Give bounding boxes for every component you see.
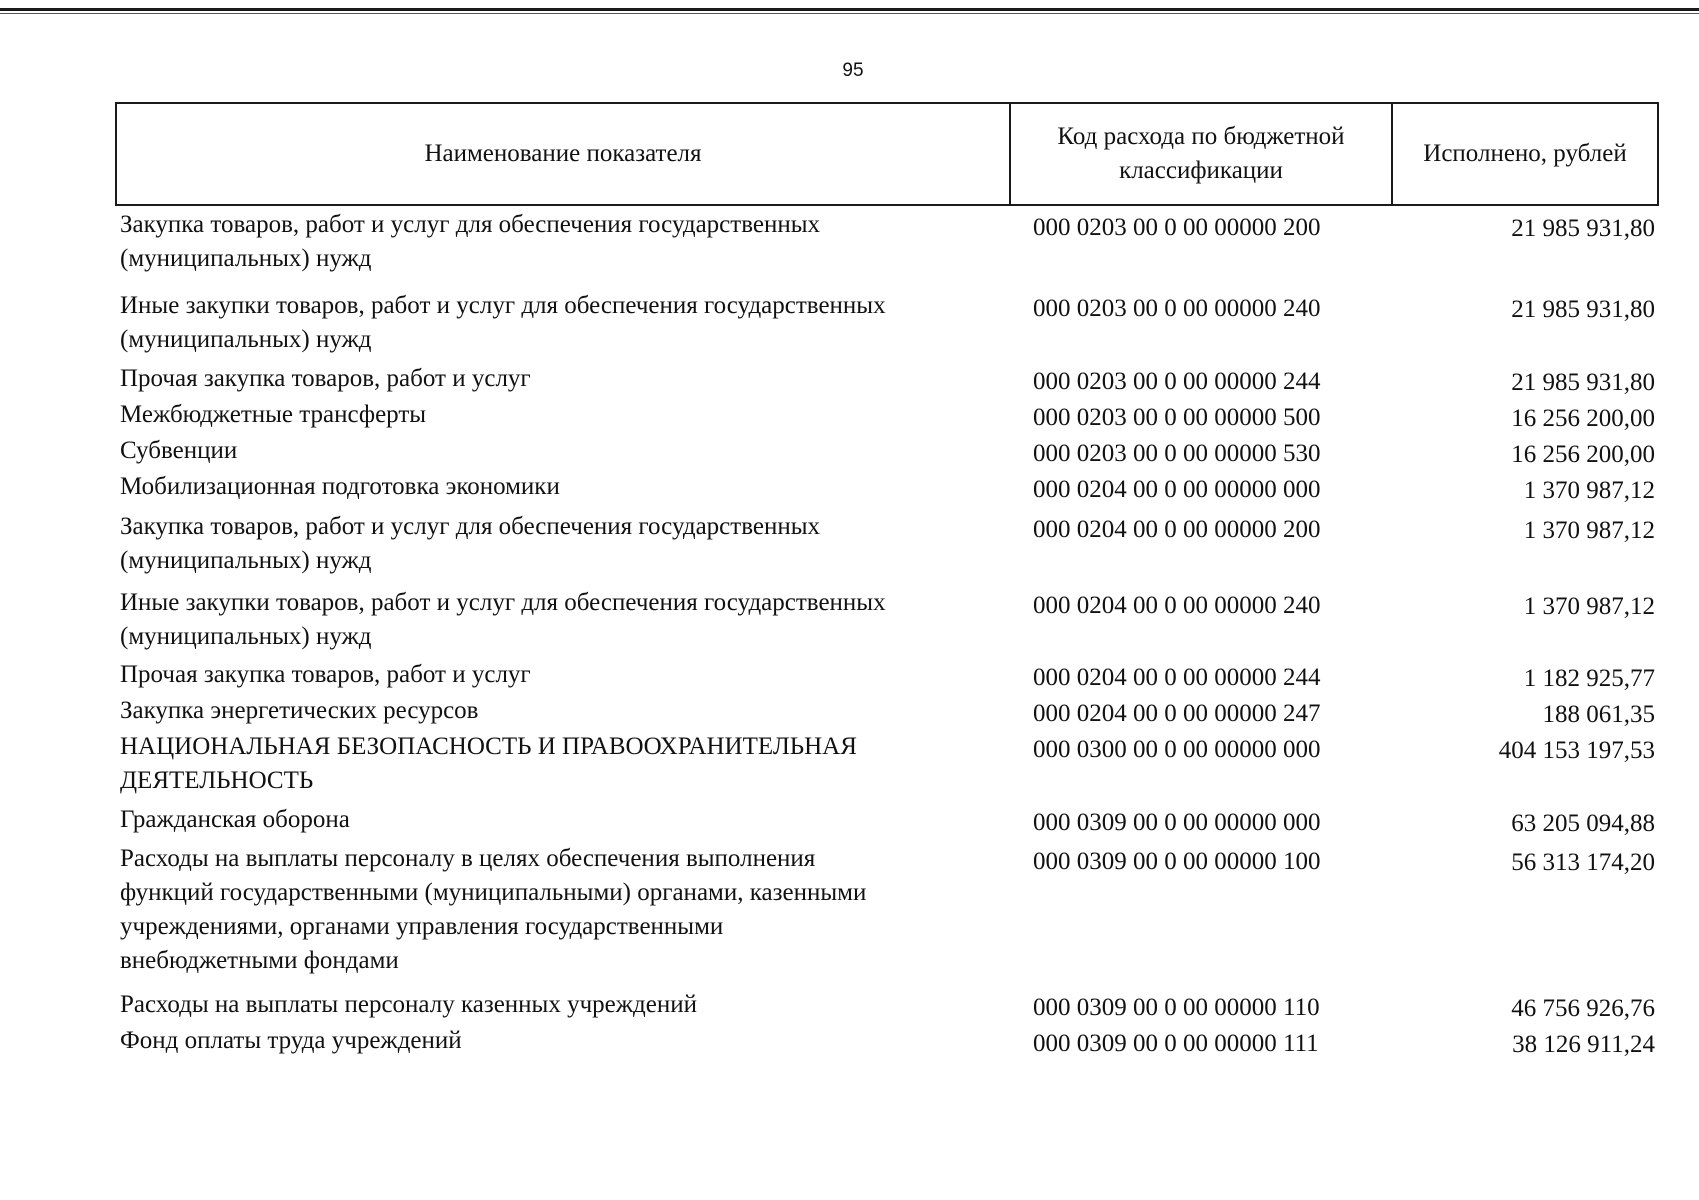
row-amount: 16 256 200,00 <box>1511 405 1655 432</box>
row-name: НАЦИОНАЛЬНАЯ БЕЗОПАСНОСТЬ И ПРАВООХРАНИТЕЛЬНАЯ ДЕЯТЕЛЬНОСТЬ <box>120 733 857 794</box>
row-name: Закупка товаров, работ и услуг для обеспечения государственных (муниципальных) нужд <box>120 211 821 272</box>
row-code: 000 0204 00 0 00 00000 244 <box>1033 664 1321 691</box>
row-code: 000 0203 00 0 00 00000 200 <box>1033 214 1321 241</box>
row-name: Расходы на выплаты персоналу в целях обеспечения выполнения функций государственными (муниципальными) органами, казенными учреждениями, органами управления государственными внебюджетными фондами <box>120 845 867 974</box>
row-code: 000 0203 00 0 00 00000 530 <box>1033 440 1321 467</box>
row-amount: 21 985 931,80 <box>1511 296 1655 323</box>
row-name: Расходы на выплаты персоналу казенных учреждений <box>120 991 697 1018</box>
header-amount: Исполнено, рублей <box>1391 104 1657 204</box>
row-amount: 21 985 931,80 <box>1511 215 1655 242</box>
header-code: Код расхода по бюджетной классификации <box>1009 104 1391 204</box>
row-name: Гражданская оборона <box>120 806 350 833</box>
row-code: 000 0203 00 0 00 00000 240 <box>1033 295 1321 322</box>
row-code: 000 0309 00 0 00 00000 111 <box>1033 1030 1319 1057</box>
row-amount: 21 985 931,80 <box>1511 369 1655 396</box>
row-name: Мобилизационная подготовка экономики <box>120 473 560 500</box>
row-amount: 16 256 200,00 <box>1511 441 1655 468</box>
row-amount: 1 370 987,12 <box>1523 517 1655 544</box>
table-header <box>115 102 1659 206</box>
row-code: 000 0204 00 0 00 00000 200 <box>1033 516 1321 543</box>
row-code: 000 0309 00 0 00 00000 100 <box>1033 848 1321 875</box>
row-code: 000 0204 00 0 00 00000 240 <box>1033 592 1321 619</box>
row-amount: 188 061,35 <box>1542 701 1655 728</box>
row-amount: 38 126 911,24 <box>1512 1031 1655 1058</box>
row-code: 000 0309 00 0 00 00000 110 <box>1033 994 1320 1021</box>
row-name: Иные закупки товаров, работ и услуг для обеспечения государственных (муниципальных) нужд <box>120 292 886 353</box>
row-code: 000 0204 00 0 00 00000 247 <box>1033 700 1321 727</box>
row-amount: 1 182 925,77 <box>1523 665 1655 692</box>
row-amount: 46 756 926,76 <box>1511 995 1655 1022</box>
header-name: Наименование показателя <box>424 140 702 167</box>
row-name: Иные закупки товаров, работ и услуг для обеспечения государственных (муниципальных) нужд <box>120 589 886 650</box>
row-name: Прочая закупка товаров, работ и услуг <box>120 365 531 392</box>
row-name: Межбюджетные трансферты <box>120 401 427 428</box>
row-amount: 63 205 094,88 <box>1511 810 1655 837</box>
row-name: Фонд оплаты труда учреждений <box>120 1027 462 1054</box>
row-amount: 56 313 174,20 <box>1511 849 1655 876</box>
row-amount: 1 370 987,12 <box>1523 477 1655 504</box>
row-code: 000 0203 00 0 00 00000 244 <box>1033 368 1321 395</box>
row-code: 000 0309 00 0 00 00000 000 <box>1033 809 1321 836</box>
row-name: Закупка товаров, работ и услуг для обеспечения государственных (муниципальных) нужд <box>120 513 821 574</box>
row-code: 000 0203 00 0 00 00000 500 <box>1033 404 1321 431</box>
row-amount: 1 370 987,12 <box>1523 593 1655 620</box>
row-name: Закупка энергетических ресурсов <box>120 697 479 724</box>
top-border-rule-thin <box>0 13 1699 14</box>
page-number: 95 <box>842 60 864 81</box>
row-amount: 404 153 197,53 <box>1498 737 1655 764</box>
row-name: Прочая закупка товаров, работ и услуг <box>120 661 531 688</box>
row-name: Субвенции <box>120 437 238 464</box>
row-code: 000 0204 00 0 00 00000 000 <box>1033 476 1321 503</box>
top-border-rule <box>0 8 1699 11</box>
row-code: 000 0300 00 0 00 00000 000 <box>1033 736 1321 763</box>
